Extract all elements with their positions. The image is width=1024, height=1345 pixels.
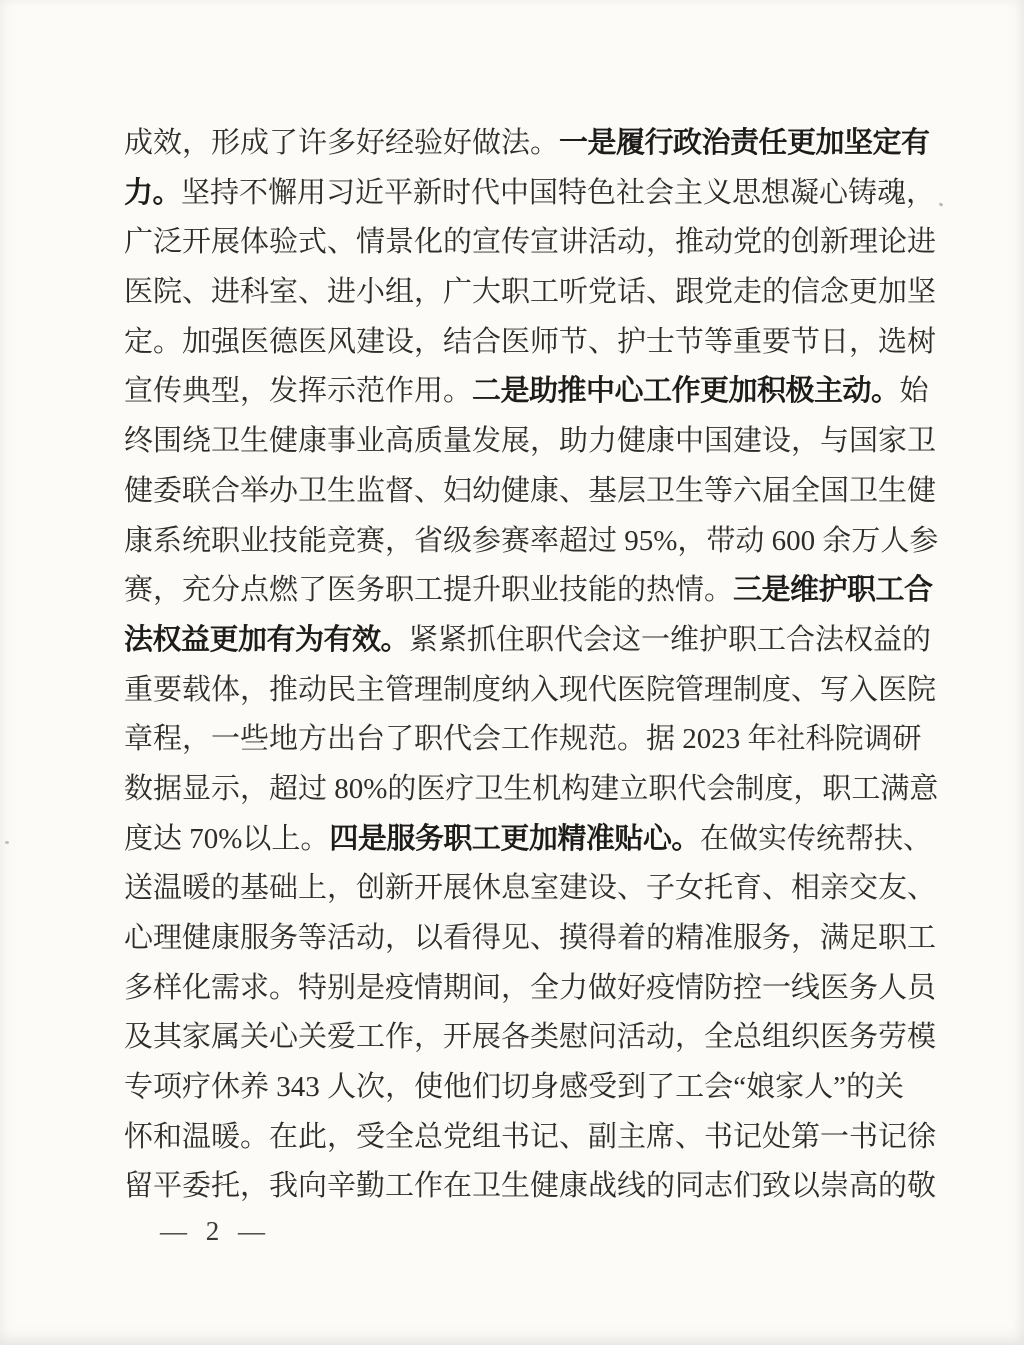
- body-text-segment: 心理健康服务等活动，以看得见、摸得着的精准服务，满足职工: [124, 922, 937, 954]
- body-text-segment: 健委联合举办卫生监督、妇幼健康、基层卫生等六届全国卫生健: [124, 474, 937, 507]
- text-line: [124, 119, 930, 169]
- bold-heading-segment: 二是助推中心工作更加积极主动。: [472, 375, 900, 408]
- bold-heading-segment: 力。: [124, 176, 182, 209]
- body-text-segment: 康系统职业技能竞赛，省级参赛率超过 95%，带动 600 余万人参: [124, 524, 939, 557]
- text-line: [124, 815, 932, 865]
- body-text-segment: 定。加强医德医风建设，结合医师节、护士节等重要节日，选树: [124, 325, 937, 358]
- body-text-segment: 成效，形成了许多好经验好做法。: [124, 127, 560, 159]
- scan-speck: [5, 841, 9, 844]
- text-line: [124, 1013, 937, 1063]
- body-text-segment: 及其家属关心关爱工作，开展各类慰问活动，全总组织医务劳模: [124, 1021, 937, 1054]
- body-text-segment: 度达 70%以上。: [124, 822, 330, 855]
- text-line: [124, 517, 939, 567]
- text-line: [124, 1162, 937, 1212]
- text-line: [124, 666, 937, 716]
- body-text-segment: 章程，一些地方出台了职代会工作规范。据 2023 年社科院调研: [124, 723, 922, 756]
- text-line: [124, 964, 937, 1014]
- text-line: [124, 268, 937, 318]
- bold-heading-segment: 法权益更加有为有效。: [124, 623, 410, 656]
- body-text-segment: 多样化需求。特别是疫情期间，全力做好疫情防控一线医务人员: [124, 971, 937, 1004]
- text-line: [124, 169, 936, 219]
- text-line: [124, 318, 937, 368]
- bold-heading-segment: 三是维护职工合: [733, 574, 933, 607]
- document-lines: [124, 119, 939, 1212]
- body-text-segment: 终围绕卫生健康事业高质量发展，助力健康中国建设，与国家卫: [124, 425, 937, 458]
- body-text-segment: 宣传典型，发挥示范作用。: [124, 375, 473, 408]
- body-text-segment: 专项疗休养 343 人次，使他们切身感受到了工会“娘家人”的关: [124, 1071, 904, 1104]
- body-text-segment: 医院、进科室、进小组，广大职工听党话、跟党走的信念更加坚: [124, 276, 937, 309]
- text-line: [124, 218, 937, 268]
- body-text-segment: 怀和温暖。在此，受全总党组书记、副主席、书记处第一书记徐: [124, 1120, 937, 1153]
- body-text-segment: 坚持不懈用习近平新时代中国特色社会主义思想凝心铸魂，: [181, 176, 936, 209]
- body-text-segment: 重要载体，推动民主管理制度纳入现代医院管理制度、写入医院: [124, 673, 937, 706]
- body-text-segment: 留平委托，我向辛勤工作在卫生健康战线的同志们致以崇高的敬: [124, 1170, 937, 1203]
- text-line: [124, 864, 937, 914]
- text-line: [124, 467, 937, 517]
- body-text-segment: 始: [899, 375, 929, 408]
- body-text-segment: 数据显示，超过 80%的医疗卫生机构建立职代会制度，职工满意: [124, 772, 939, 805]
- page-number-footer: — 2 —: [160, 1216, 271, 1246]
- body-text-segment: 送温暖的基础上，创新开展休息室建设、子女托育、相亲交友、: [124, 872, 937, 905]
- bold-heading-segment: 一是履行政治责任更加坚定有: [559, 127, 930, 159]
- bold-heading-segment: 四是服务职工更加精准贴心。: [329, 822, 700, 855]
- text-line: [124, 566, 933, 616]
- text-line: [124, 616, 932, 666]
- text-line: [124, 1063, 904, 1113]
- body-text-segment: 在做实传统帮扶、: [699, 822, 932, 855]
- scan-speck: [939, 202, 944, 207]
- text-line: [124, 765, 939, 815]
- text-line: [124, 914, 937, 964]
- text-line: [124, 417, 937, 467]
- text-line: [124, 715, 922, 765]
- text-line: [124, 1113, 937, 1163]
- text-line: [124, 367, 929, 417]
- body-text-segment: 赛，充分点燃了医务职工提升职业技能的热情。: [124, 574, 734, 607]
- body-text-segment: 广泛开展体验式、情景化的宣传宣讲活动，推动党的创新理论进: [124, 226, 937, 259]
- body-text-segment: 紧紧抓住职代会这一维护职工合法权益的: [409, 623, 932, 656]
